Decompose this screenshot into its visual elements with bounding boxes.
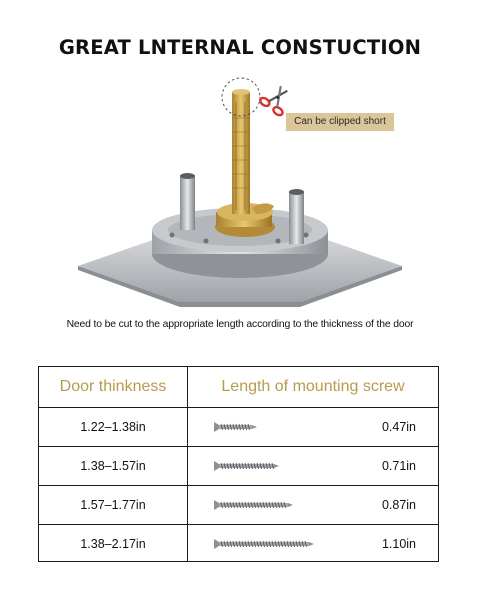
- spindle-icon: [232, 89, 250, 214]
- thickness-cell: 1.22–1.38in: [39, 408, 188, 446]
- table-row: [39, 524, 438, 562]
- thickness-cell: 1.57–1.77in: [39, 486, 188, 524]
- mounting-post-right: [289, 189, 304, 244]
- screw-icon: [214, 500, 324, 510]
- header-door-thickness: Door thinkness: [39, 367, 188, 407]
- screw-icon: [214, 539, 324, 549]
- rose-plate-illustration: [0, 70, 480, 310]
- page-title: GREAT LNTERNAL CONSTUCTION: [58, 36, 422, 59]
- header-screw-length: Length of mounting screw: [221, 378, 405, 395]
- table-header-row: [39, 367, 438, 407]
- screw-length-table: [38, 366, 439, 562]
- thickness-cell: 1.38–2.17in: [39, 525, 188, 562]
- screw-head: [214, 461, 219, 471]
- screw-tip: [288, 503, 293, 507]
- screw-tip: [274, 464, 279, 468]
- caption-text: Need to be cut to the appropriate length according to the thickness of the door: [66, 319, 414, 330]
- screw-head: [214, 422, 219, 432]
- table-row: [39, 446, 438, 485]
- screw-shank: [219, 503, 288, 507]
- length-cell: 0.71in: [381, 459, 416, 473]
- table-row: [39, 485, 438, 524]
- screw-icon: [214, 422, 324, 432]
- screw-icon: [214, 461, 324, 471]
- screw-tip: [252, 425, 257, 429]
- table-row: [39, 407, 438, 446]
- screw-head: [214, 539, 219, 549]
- mounting-post-left: [180, 173, 195, 230]
- scissors-icon: [259, 81, 295, 117]
- length-cell: 0.47in: [381, 420, 416, 434]
- length-cell: 1.10in: [381, 536, 416, 551]
- screw-head: [214, 500, 219, 510]
- thickness-cell: 1.38–1.57in: [39, 447, 188, 485]
- screw-tip: [309, 542, 314, 546]
- clip-label: Can be clipped short: [286, 113, 394, 131]
- length-cell: 0.87in: [381, 498, 416, 512]
